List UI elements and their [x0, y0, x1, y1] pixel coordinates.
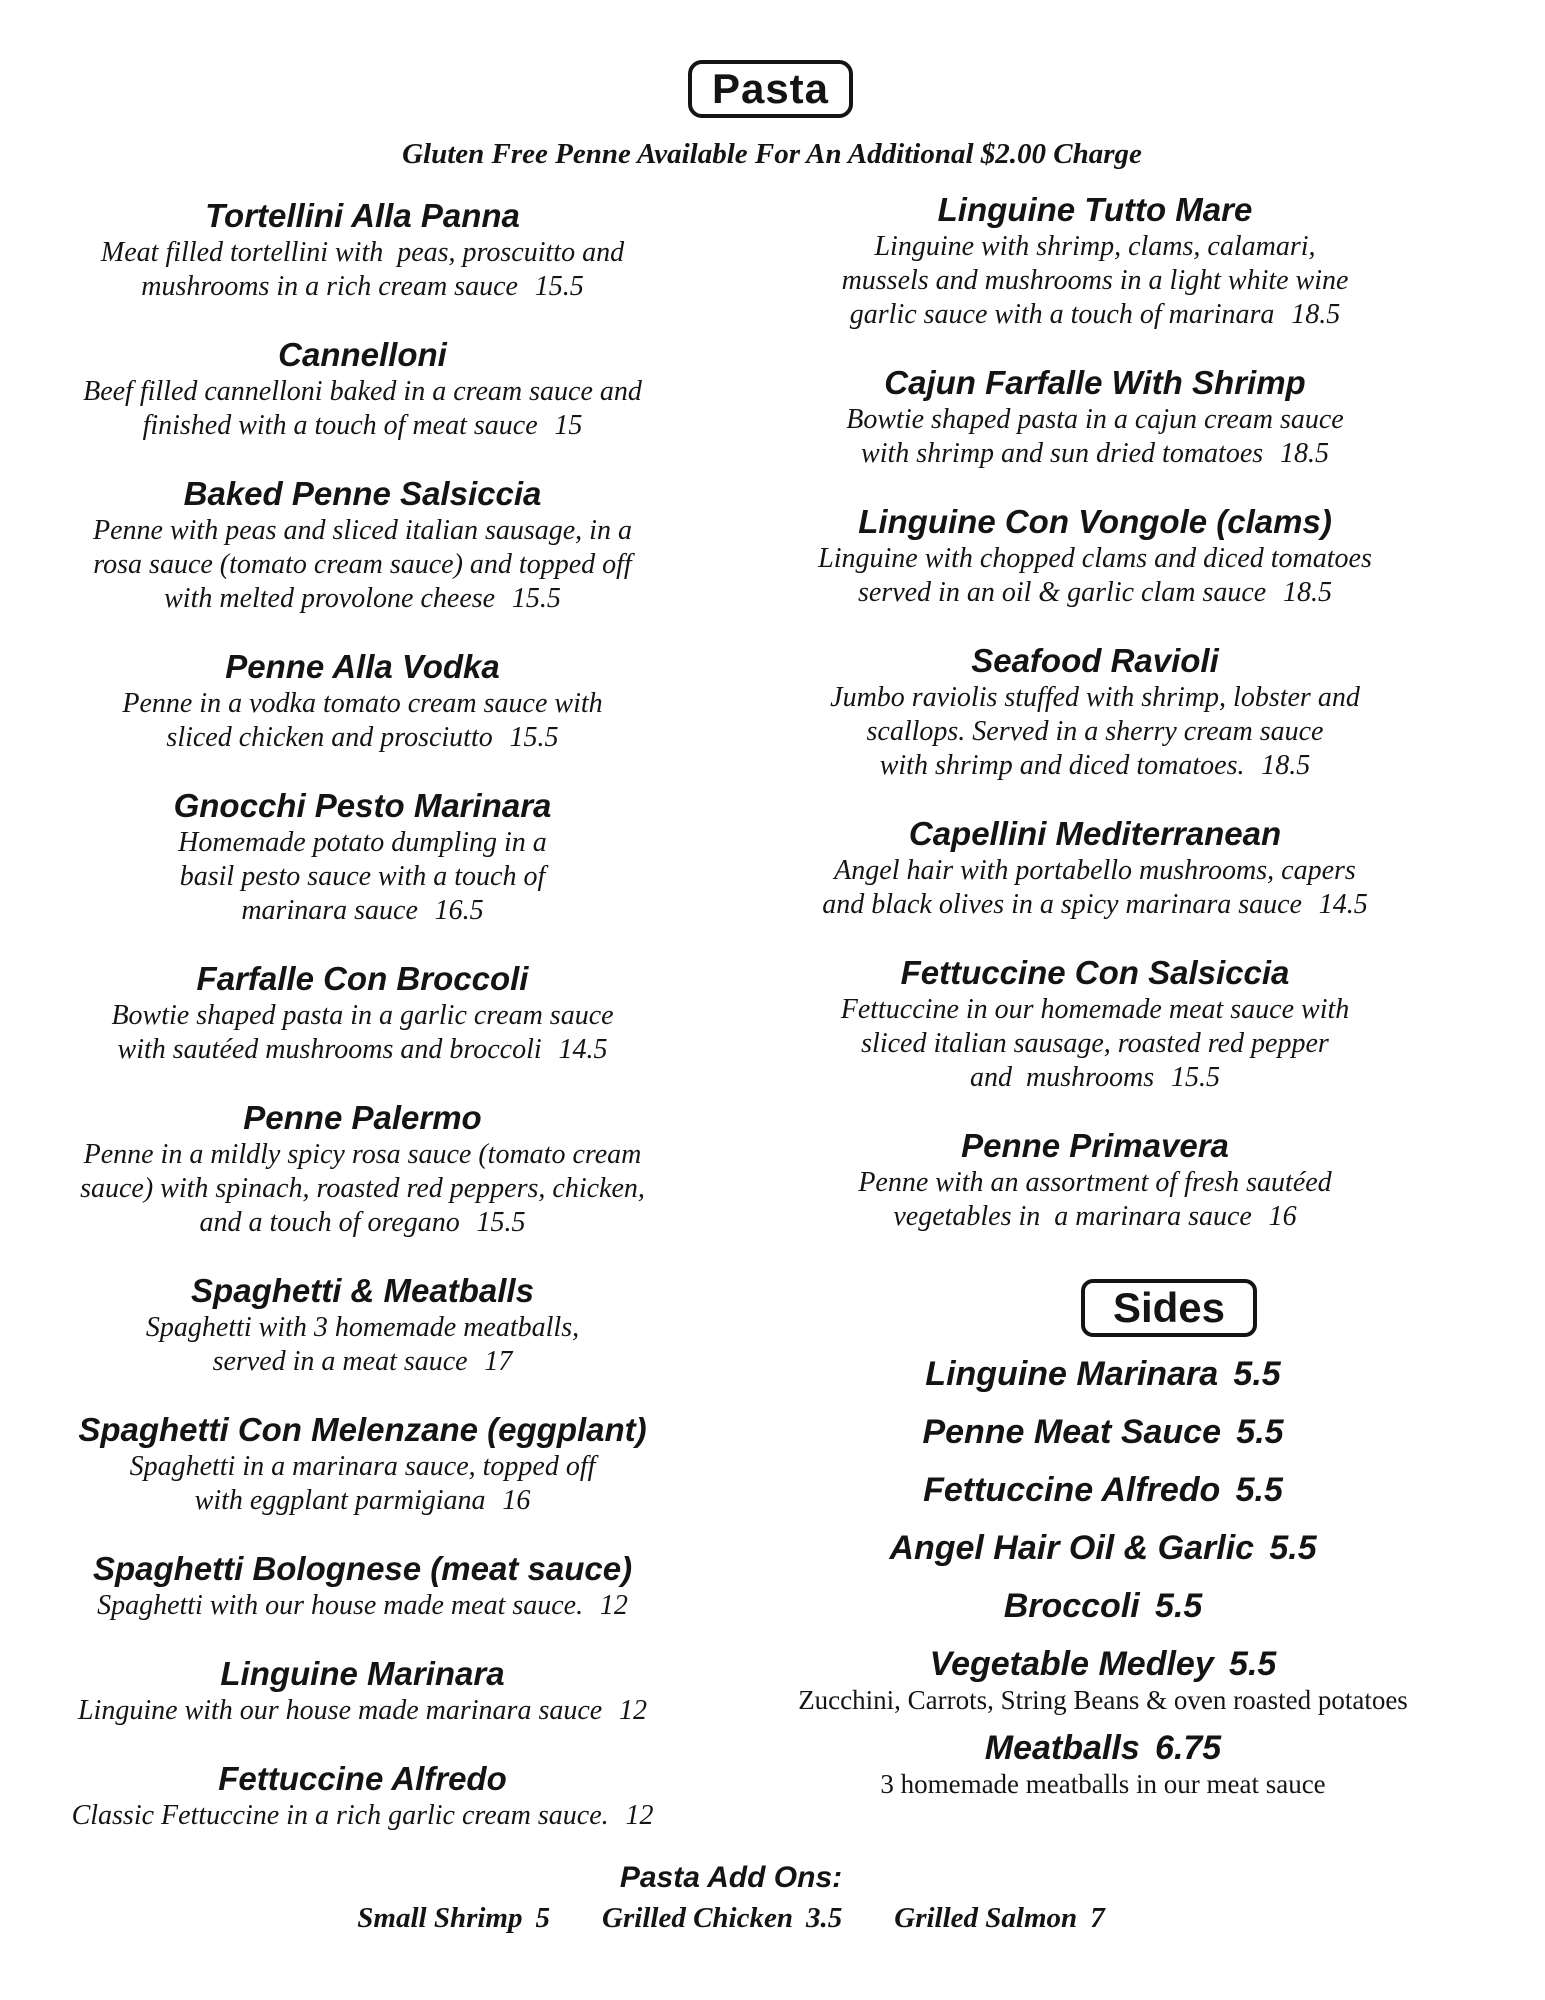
menu-item	[93, 1549, 632, 1623]
menu-item	[80, 1098, 645, 1240]
side-item-price: 5.5	[1229, 1645, 1277, 1683]
item-description-text: served in a meat sauce	[212, 1346, 468, 1377]
item-price: 15.5	[534, 271, 584, 302]
item-description-line	[84, 1138, 642, 1172]
item-price: 15.5	[476, 1207, 526, 1238]
item-description-text: Meat filled tortellini with peas, proscuitto and	[100, 237, 625, 268]
item-description-text: sliced chicken and prosciutto	[166, 722, 493, 753]
item-description-line	[830, 681, 1360, 715]
pasta-section-badge	[688, 60, 853, 118]
item-description-line	[858, 1166, 1331, 1200]
item-price: 18.5	[1279, 438, 1329, 469]
item-description-text: sauce) with spinach, roasted red peppers, chicken,	[80, 1173, 645, 1204]
item-description-text: Fettuccine in our homemade meat sauce with	[840, 994, 1350, 1025]
menu-item	[72, 1759, 654, 1833]
sides-section-badge	[1081, 1279, 1257, 1337]
item-price: 14.5	[1318, 889, 1368, 920]
item-description-line	[141, 270, 583, 304]
item-price: 14.5	[558, 1034, 608, 1065]
item-price: 12	[619, 1695, 647, 1726]
item-description-line	[199, 1206, 525, 1240]
item-price: 17	[484, 1346, 513, 1377]
menu-item	[846, 363, 1343, 471]
side-item	[925, 1345, 1280, 1403]
item-description-line	[846, 403, 1343, 437]
item-description-text: Linguine with our house made marinara sauce	[77, 1695, 603, 1726]
item-description-text: finished with a touch of meat sauce	[142, 410, 538, 441]
item-description-line	[867, 715, 1324, 749]
side-item-price: 5.5	[1235, 1471, 1283, 1509]
item-description-line	[818, 542, 1372, 576]
menu-item	[83, 335, 642, 443]
item-price: 12	[599, 1590, 628, 1621]
item-description-text: Beef filled cannelloni baked in a cream sauce and	[83, 376, 642, 407]
menu-item	[101, 196, 624, 304]
item-description-line	[118, 1033, 608, 1067]
item-description-line	[122, 687, 602, 721]
item-description-text: Penne in a vodka tomato cream sauce with	[122, 688, 603, 719]
item-description-text: Classic Fettuccine in a rich garlic cream sauce.	[71, 1800, 609, 1831]
add-on-price: 5	[535, 1902, 551, 1934]
item-description-line	[858, 576, 1332, 610]
side-item-price: 5.5	[1269, 1529, 1317, 1567]
item-price: 12	[625, 1800, 654, 1831]
item-name: Seafood Ravioli	[971, 642, 1219, 679]
item-name: Spaghetti Con Melenzane (eggplant)	[78, 1411, 647, 1448]
item-description-line	[970, 1061, 1220, 1095]
item-description-line	[97, 1589, 628, 1623]
item-description-text: scallops. Served in a sherry cream sauce	[866, 716, 1324, 747]
item-description-text: and black olives in a spicy marinara sauce	[822, 889, 1302, 920]
item-name: Baked Penne Salsiccia	[183, 475, 542, 512]
side-item-name: Linguine Marinara	[925, 1355, 1219, 1393]
item-description-line	[850, 298, 1340, 332]
item-name: Tortellini Alla Panna	[205, 197, 520, 234]
item-name: Linguine Marinara	[220, 1655, 505, 1692]
item-description-text: with shrimp and diced tomatoes.	[879, 750, 1245, 781]
sides-section-title: Sides	[1112, 1284, 1226, 1331]
item-description-text: Penne in a mildly spicy rosa sauce (tomato cream	[83, 1139, 642, 1170]
item-description-text: Jumbo raviolis stuffed with shrimp, lobster and	[830, 682, 1360, 713]
item-description-text: Angel hair with portabello mushrooms, capers	[834, 855, 1356, 886]
side-item	[1004, 1577, 1203, 1635]
item-description-text: served in an oil & garlic clam sauce	[857, 577, 1267, 608]
menu-item	[842, 190, 1349, 332]
item-name: Cajun Farfalle With Shrimp	[884, 364, 1306, 401]
item-description-line	[143, 409, 583, 443]
item-description-text: and mushrooms	[970, 1062, 1155, 1093]
add-ons-title: Pasta Add Ons:	[619, 1861, 843, 1894]
pasta-add-ons-section	[231, 1860, 1231, 1935]
item-price: 16	[502, 1485, 531, 1516]
item-description-line	[72, 1799, 654, 1833]
item-description-line	[93, 514, 632, 548]
item-description-text: with sautéed mushrooms and broccoli	[117, 1034, 542, 1065]
item-name: Penne Alla Vodka	[225, 648, 500, 685]
item-price: 15	[554, 410, 583, 441]
item-price: 16	[1268, 1201, 1297, 1232]
item-name: Cannelloni	[278, 336, 447, 373]
menu-item	[818, 502, 1372, 610]
menu-item	[78, 1654, 647, 1728]
item-description-text: Linguine with shrimp, clams, calamari,	[874, 231, 1316, 262]
item-description-line	[166, 721, 558, 755]
item-description-line	[841, 993, 1350, 1027]
item-description-text: Spaghetti with 3 homemade meatballs,	[145, 1312, 580, 1343]
side-item-name: Vegetable Medley	[929, 1645, 1214, 1683]
item-price: 15.5	[1170, 1062, 1220, 1093]
menu-item	[111, 959, 613, 1067]
item-name: Linguine Tutto Mare	[937, 191, 1253, 228]
item-name: Spaghetti Bolognese (meat sauce)	[92, 1550, 633, 1587]
item-description-line	[80, 1172, 645, 1206]
pasta-section-title: Pasta	[711, 65, 830, 112]
menu-item	[822, 814, 1368, 922]
menu-item	[93, 474, 632, 616]
item-description-line	[861, 1027, 1329, 1061]
item-description-text: garlic sauce with a touch of marinara	[849, 299, 1275, 330]
item-description-text: marinara sauce	[241, 895, 418, 926]
side-item-price: 5.5	[1155, 1587, 1203, 1625]
item-description-text: Linguine with chopped clams and diced tomatoes	[818, 543, 1372, 574]
add-ons-list	[331, 1901, 1130, 1935]
side-item-price: 5.5	[1236, 1413, 1284, 1451]
item-description-line	[164, 582, 561, 616]
item-name: Fettuccine Con Salsiccia	[900, 954, 1290, 991]
item-description-text: vegetables in a marinara sauce	[893, 1201, 1252, 1232]
item-description-line	[78, 1694, 647, 1728]
item-name: Linguine Con Vongole (clams)	[858, 503, 1332, 540]
side-item	[889, 1519, 1316, 1577]
add-on-item	[357, 1901, 550, 1935]
side-item-note: Zucchini, Carrots, String Beans & oven roasted potatoes	[798, 1685, 1408, 1715]
item-description-line	[83, 375, 642, 409]
add-on-name: Grilled Chicken	[602, 1902, 793, 1934]
menu-item	[174, 786, 552, 928]
item-description-text: with eggplant parmigiana	[194, 1485, 486, 1516]
side-item-name: Penne Meat Sauce	[922, 1413, 1221, 1451]
item-price: 15.5	[509, 722, 559, 753]
sides-section-badge-wrap	[1081, 1279, 1257, 1337]
item-description-line	[861, 437, 1329, 471]
item-description-line	[101, 236, 624, 270]
item-description-text: with melted provolone cheese	[164, 583, 496, 614]
item-description-line	[822, 888, 1368, 922]
add-on-item	[894, 1901, 1104, 1935]
item-description-line	[146, 1311, 579, 1345]
side-item-name: Broccoli	[1003, 1587, 1140, 1625]
item-price: 18.5	[1261, 750, 1311, 781]
item-description-text: Spaghetti with our house made meat sauce.	[97, 1590, 584, 1621]
side-item	[923, 1461, 1283, 1519]
menu-column-right	[798, 190, 1408, 1803]
item-description-text: Homemade potato dumpling in a	[178, 827, 547, 858]
menu-item	[78, 1410, 646, 1518]
side-item-price: 5.5	[1233, 1355, 1281, 1393]
side-item	[922, 1403, 1283, 1461]
add-on-price: 7	[1090, 1902, 1105, 1934]
item-price: 16.5	[434, 895, 484, 926]
item-price: 15.5	[511, 583, 561, 614]
add-on-name: Grilled Salmon	[894, 1902, 1078, 1934]
item-name: Gnocchi Pesto Marinara	[173, 787, 552, 824]
menu-item	[830, 641, 1360, 783]
item-description-text: mushrooms in a rich cream sauce	[141, 271, 518, 302]
item-description-text: rosa sauce (tomato cream sauce) and topped off	[93, 549, 632, 580]
item-description-line	[874, 230, 1315, 264]
item-description-line	[842, 264, 1349, 298]
sides-list	[798, 1345, 1408, 1803]
item-description-text: Bowtie shaped pasta in a cajun cream sauce	[846, 404, 1344, 435]
add-on-name: Small Shrimp	[357, 1902, 523, 1934]
item-description-line	[893, 1200, 1296, 1234]
item-description-line	[130, 1450, 596, 1484]
item-name: Spaghetti & Meatballs	[191, 1272, 534, 1309]
item-name: Penne Palermo	[243, 1099, 482, 1136]
item-description-text: with shrimp and sun dried tomatoes	[861, 438, 1264, 469]
side-item-name: Fettuccine Alfredo	[923, 1471, 1221, 1509]
side-item-note: 3 homemade meatballs in our meat sauce	[880, 1769, 1326, 1799]
item-description-text: mussels and mushrooms in a light white wine	[841, 265, 1349, 296]
item-description-line	[241, 894, 483, 928]
item-description-line	[213, 1345, 513, 1379]
item-description-text: basil pesto sauce with a touch of	[179, 861, 546, 892]
item-description-text: Penne with an assortment of fresh sautéed	[858, 1167, 1332, 1198]
item-description-line	[195, 1484, 531, 1518]
item-price: 18.5	[1283, 577, 1333, 608]
item-description-text: Spaghetti in a marinara sauce, topped off	[129, 1451, 596, 1482]
item-description-text: Bowtie shaped pasta in a garlic cream sauce	[111, 1000, 614, 1031]
item-description-line	[111, 999, 613, 1033]
item-description-line	[880, 749, 1311, 783]
menu-item	[146, 1271, 579, 1379]
item-price: 18.5	[1291, 299, 1341, 330]
gluten-free-note: Gluten Free Penne Available For An Additional $2.00 Charge	[402, 138, 1142, 170]
menu-column-left	[71, 196, 654, 1864]
menu-item	[858, 1126, 1331, 1234]
item-description-text: and a touch of oregano	[199, 1207, 460, 1238]
item-name: Fettuccine Alfredo	[218, 1760, 507, 1797]
item-description-line	[93, 548, 631, 582]
side-item-price: 6.75	[1155, 1729, 1222, 1767]
add-on-item	[602, 1901, 842, 1935]
add-on-price: 3.5	[806, 1902, 843, 1934]
menu-item	[841, 953, 1350, 1095]
item-name: Farfalle Con Broccoli	[196, 960, 529, 997]
item-description-line	[180, 860, 546, 894]
item-name: Capellini Mediterranean	[908, 815, 1282, 852]
item-description-text: Penne with peas and sliced italian sausage, in a	[93, 515, 632, 546]
item-name: Penne Primavera	[961, 1127, 1229, 1164]
item-description-text: sliced italian sausage, roasted red pepper	[861, 1028, 1329, 1059]
item-description-line	[178, 826, 547, 860]
item-description-line	[834, 854, 1356, 888]
side-item-name: Meatballs	[984, 1729, 1140, 1767]
side-item-name: Angel Hair Oil & Garlic	[889, 1529, 1255, 1567]
menu-item	[122, 647, 602, 755]
